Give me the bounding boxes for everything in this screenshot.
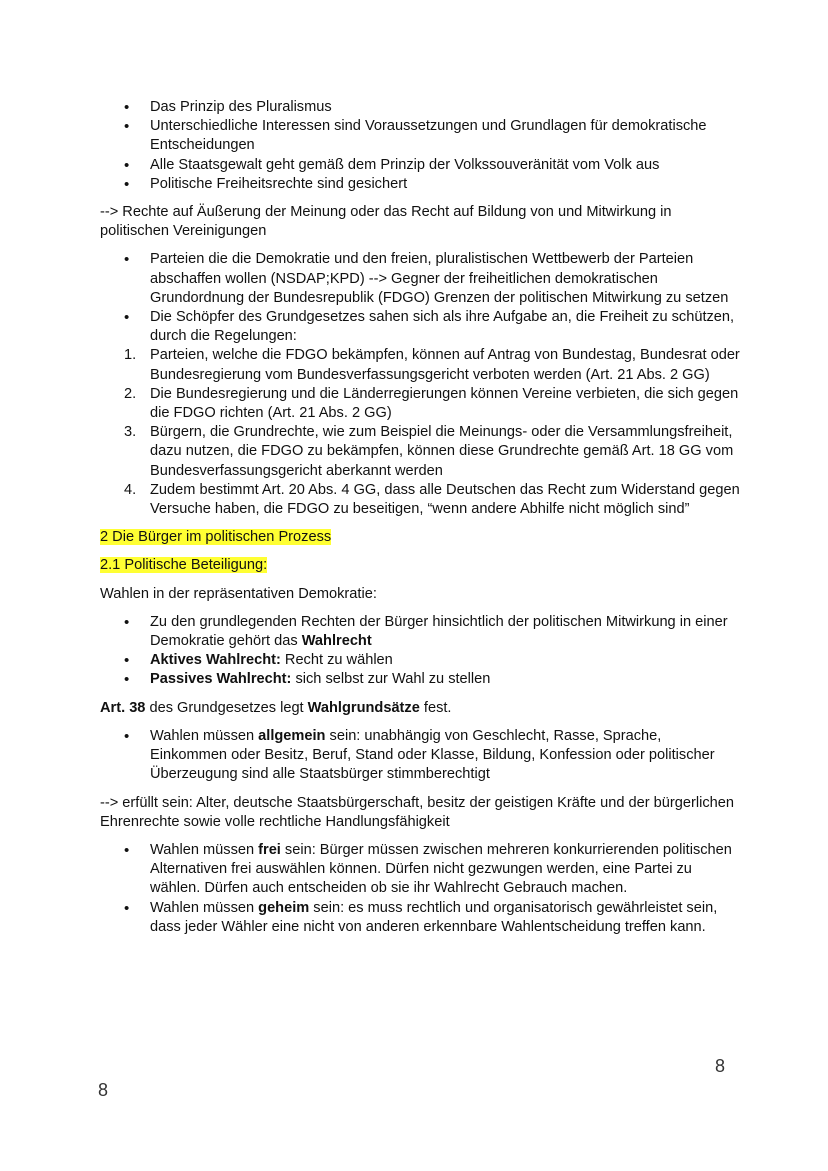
item-text: Wahlen müssen xyxy=(150,727,259,744)
paragraph-rights: --> Rechte auf Äußerung der Meinung oder das Recht auf Bildung von und Mitwirkung in politischen Vereinigungen xyxy=(100,204,672,240)
highlighted-heading: 2.1 Politische Beteiligung: xyxy=(100,557,268,574)
numbered-item xyxy=(100,423,740,481)
item-text: Wahlen müssen xyxy=(150,899,259,916)
item-number: 3. xyxy=(124,424,137,441)
list-item: • Das Prinzip des Pluralismus xyxy=(100,98,740,117)
page-content xyxy=(100,98,740,937)
item-text: Die Bundesregierung und die Länderregierungen können Vereine verbieten, die sich gegen die FDGO richten (Art. 21 Abs. 2 GG) xyxy=(150,385,739,422)
item-text: sein: unabhängig von Geschlecht, Rasse, Sprache, Einkommen oder Besitz, Beruf, Stand oder Klasse, Bildung, Konfession oder politischer Überzeugung sind alle Staatsbürger stimmberechtigt xyxy=(150,727,715,783)
list-item: • Unterschiedliche Interessen sind Voraussetzungen und Grundlagen für demokratische Entscheidungen xyxy=(100,117,740,155)
bold-term: frei xyxy=(258,841,281,858)
numbered-list-regulations xyxy=(100,346,740,519)
list-item xyxy=(100,727,740,785)
list-item xyxy=(100,613,740,651)
bold-term: Art. 38 xyxy=(100,699,146,716)
bold-term: Aktives Wahlrecht: xyxy=(150,652,281,669)
text-span: des Grundgesetzes legt xyxy=(145,699,308,716)
bullet-list-principles xyxy=(100,98,740,194)
bold-term: allgemein xyxy=(258,727,326,744)
numbered-item xyxy=(100,385,740,423)
bold-term: Wahlrecht xyxy=(301,633,372,650)
item-text: Bürgern, die Grundrechte, wie zum Beispiel die Meinungs- oder die Versammlungsfreiheit, dazu nutzen, die FDGO zu bekämpfen, können diese Grundrechte gemäß Art. 18 GG vom Bundesverfassungsgericht aberkannt werden xyxy=(150,424,734,479)
item-text: sein: Bürger müssen zwischen mehreren konkurrierenden politischen Alternativen frei auswählen können. Dürfen nicht gezwungen werden, eine Partei zu wählen. Dürfen auch entscheiden ob sie ihr Wahlrecht Gebrauch machen. xyxy=(150,841,732,897)
item-text: Recht zu wählen xyxy=(280,652,393,669)
paragraph-art38 xyxy=(100,699,740,718)
bullet-list-allgemein xyxy=(100,727,740,785)
highlighted-heading: 2 Die Bürger im politischen Prozess xyxy=(100,529,332,546)
paragraph-erfuellt: --> erfüllt sein: Alter, deutsche Staatsbürgerschaft, besitz der geistigen Kräfte und der bürgerlichen Ehrenrechte sowie volle rechtliche Handlungsfähigkeit xyxy=(100,794,734,830)
list-item xyxy=(100,670,740,689)
list-item: • Politische Freiheitsrechte sind gesichert xyxy=(100,175,740,194)
bullet-list-wahlrecht xyxy=(100,613,740,690)
list-item xyxy=(100,841,740,899)
bullet-list-parties xyxy=(100,250,740,346)
item-text: sich selbst zur Wahl zu stellen xyxy=(291,671,491,688)
paragraph-wahlen: Wahlen in der repräsentativen Demokratie: xyxy=(100,585,377,602)
bold-term: Wahlgrundsätze xyxy=(307,699,420,716)
item-text: Wahlen müssen xyxy=(150,841,259,858)
section-heading-2 xyxy=(100,528,740,547)
page-number: 8 xyxy=(715,1056,726,1076)
page-number: 8 xyxy=(98,1080,109,1100)
numbered-item xyxy=(100,481,740,519)
item-number: 1. xyxy=(124,347,137,364)
item-text: Zu den grundlegenden Rechten der Bürger hinsichtlich der politischen Mitwirkung in einer Demokratie gehört das xyxy=(150,613,728,650)
bullet-list-frei-geheim xyxy=(100,841,740,937)
item-number: 2. xyxy=(124,385,137,402)
item-text: Parteien, welche die FDGO bekämpfen, können auf Antrag von Bundestag, Bundesrat oder Bundesregierung vom Bundesverfassungsgericht verboten werden (Art. 21 Abs. 2 GG) xyxy=(150,347,740,383)
list-item: • Alle Staatsgewalt geht gemäß dem Prinzip der Volkssouveränität vom Volk aus xyxy=(100,156,740,175)
list-item xyxy=(100,651,740,670)
item-text: Zudem bestimmt Art. 20 Abs. 4 GG, dass alle Deutschen das Recht zum Widerstand gegen Versuche haben, die FDGO zu beseitigen, “wenn andere Abhilfe nicht möglich sind” xyxy=(150,481,740,518)
item-text: sein: es muss rechtlich und organisatorisch gewährleistet sein, dass jeder Wähler eine nicht von anderen erkennbare Wahlentscheidung treffen kann. xyxy=(150,899,718,935)
section-heading-2-1 xyxy=(100,556,740,575)
list-item: • Die Schöpfer des Grundgesetzes sahen sich als ihre Aufgabe an, die Freiheit zu schützen, durch die Regelungen: xyxy=(100,308,740,346)
text-span: fest. xyxy=(419,699,452,716)
item-number: 4. xyxy=(124,481,137,498)
bold-term: Passives Wahlrecht: xyxy=(150,671,292,688)
bold-term: geheim xyxy=(258,899,310,916)
list-item: • Parteien die die Demokratie und den freien, pluralistischen Wettbewerb der Parteien abschaffen wollen (NSDAP;KPD) --> Gegner der freiheitlichen demokratischen Grundordnung der Bundesrepublik (FDGO) Grenzen der politischen Mitwirkung zu setzen xyxy=(100,250,740,308)
list-item xyxy=(100,899,740,937)
numbered-item xyxy=(100,346,740,384)
